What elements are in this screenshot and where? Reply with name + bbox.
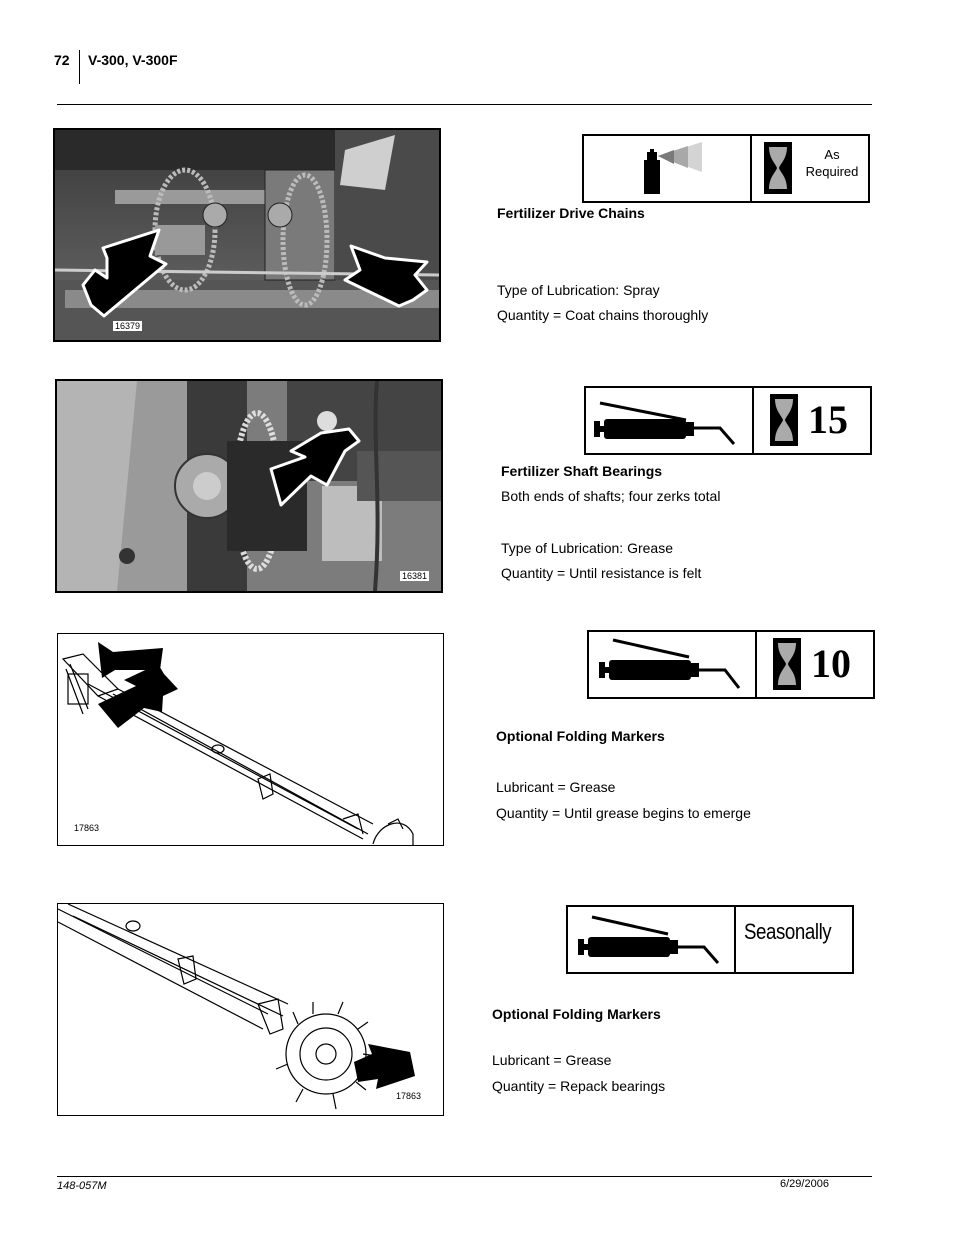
page-number: 72 [54, 52, 70, 68]
hourglass-icon [770, 394, 798, 446]
header-rule [57, 104, 872, 105]
lubricant: Lubricant = Grease [492, 1052, 612, 1068]
figure-label: 17863 [396, 1091, 422, 1101]
section-heading: Optional Folding Markers [496, 728, 665, 744]
interval-box-15 [584, 386, 872, 455]
lubrication-quantity: Quantity = Until resistance is felt [501, 565, 702, 581]
interval-hours: 15 [808, 397, 848, 442]
lubrication-type: Type of Lubrication: Grease [501, 540, 673, 556]
lubrication-location: Both ends of shafts; four zerks total [501, 488, 721, 504]
hourglass-icon [764, 142, 792, 194]
section-heading: Fertilizer Shaft Bearings [501, 463, 663, 479]
grease-gun-icon [589, 632, 755, 697]
grease-gun-icon [586, 388, 752, 453]
drawing-folding-marker-hub [57, 903, 444, 1116]
interval-box-10 [587, 630, 875, 699]
interval-label: Seasonally [744, 919, 832, 944]
figure-label: 16381 [402, 571, 428, 581]
section-heading: Optional Folding Markers [492, 1006, 661, 1022]
section-heading: Fertilizer Drive Chains [497, 205, 645, 221]
interval-box-as-required [582, 134, 870, 203]
lubrication-quantity: Quantity = Until grease begins to emerge [496, 805, 751, 821]
header-divider [79, 50, 80, 84]
lubrication-type: Type of Lubrication: Spray [497, 282, 660, 298]
document-number: 148-057M [57, 1180, 107, 1192]
photo-fertilizer-drive-chains [53, 128, 441, 342]
figure-label: 16379 [115, 321, 141, 331]
photo-fertilizer-shaft-bearings [55, 379, 443, 593]
interval-box-seasonally [566, 905, 854, 974]
interval-label-line2: Required [805, 164, 859, 179]
spray-can-icon [584, 136, 750, 201]
interval-label-line1: As [824, 147, 840, 162]
footer-rule [57, 1176, 872, 1177]
hourglass-icon [773, 638, 801, 690]
publication-date: 6/29/2006 [780, 1178, 829, 1190]
lubrication-quantity: Quantity = Coat chains thoroughly [497, 307, 709, 323]
drawing-folding-marker-pivot [57, 633, 444, 846]
grease-gun-icon [568, 907, 734, 972]
page-title: V-300, V-300F [88, 52, 178, 68]
lubrication-quantity: Quantity = Repack bearings [492, 1078, 666, 1094]
interval-hours: 10 [811, 641, 851, 686]
lubricant: Lubricant = Grease [496, 779, 616, 795]
figure-label: 17863 [74, 823, 100, 833]
